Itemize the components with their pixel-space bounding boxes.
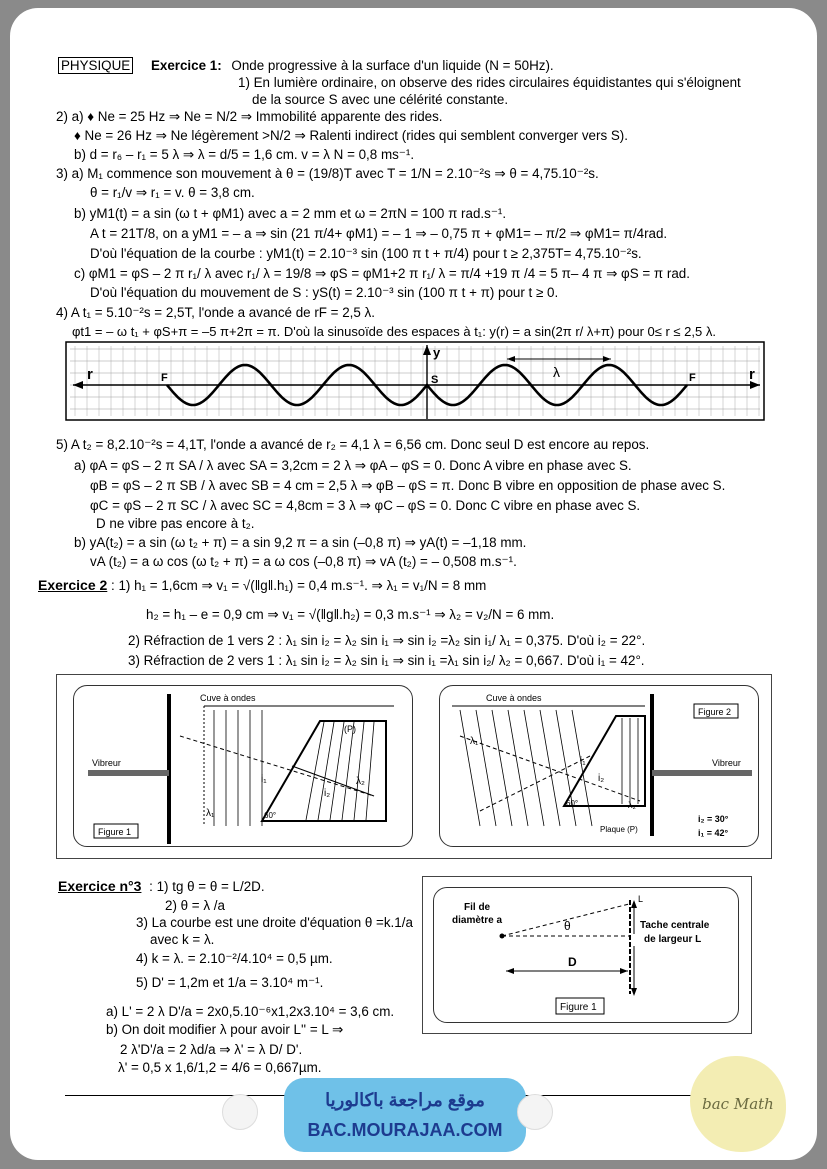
ex1-line: b) yM1(t) = a sin (ω t + φM1) avec a = 2 mm et ω = 2πN = 100 π rad.s⁻¹. xyxy=(74,206,507,221)
ex1-line: vA (t₂) = a ω cos (ω t₂ + π) = a ω cos (–0,8 π) ⇒ vA (t₂) = – 0,508 m.s⁻¹. xyxy=(90,554,517,569)
fig2-i2: i₂ xyxy=(598,773,605,784)
wave-F-right: F xyxy=(689,372,696,384)
ex1-line: θ = r₁/v ⇒ r₁ = v. θ = 3,8 cm. xyxy=(90,185,255,200)
fig1-i2: i₂ xyxy=(324,788,331,799)
ex1-line: a) φA = φS – 2 π SA / λ avec SA = 3,2cm = 2 λ ⇒ φA – φS = 0. Donc A vibre en phase avec S. xyxy=(74,458,632,473)
ex1-line: φB = φS – 2 π SB / λ avec SB = 4 cm = 2,5 λ ⇒ φB – φS = π. Donc B vibre en opposition de phase avec S. xyxy=(90,478,726,493)
ex1-line: 2) a) ♦ Ne = 25 Hz ⇒ Ne = N/2 ⇒ Immobilité apparente des rides. xyxy=(56,109,443,124)
fig2-i1-value: i₁ = 42° xyxy=(698,828,729,838)
ex1-line: D'où l'équation de la courbe : yM1(t) = 2.10⁻³ sin (100 π t + π/4) pour t ≥ 2,375T= 4,75.10⁻²s. xyxy=(90,246,642,261)
ex1-line: 5) A t₂ = 8,2.10⁻²s = 4,1T, l'onde a avancé de r₂ = 4,1 λ = 6,56 cm. Donc seul D est encore au repos. xyxy=(56,437,650,452)
wave-lambda: λ xyxy=(553,364,560,380)
ex1-line: ♦ Ne = 26 Hz ⇒ Ne légèrement >N/2 ⇒ Ralenti indirect (rides qui semblent converger vers S). xyxy=(74,128,628,143)
site-url[interactable]: BAC.MOURAJAA.COM xyxy=(307,1120,503,1140)
wave-S: S xyxy=(431,374,439,386)
fig3-fil: Fil de xyxy=(464,902,491,913)
fig2-plaque: Plaque (P) xyxy=(600,825,638,834)
fig3-tache1: Tache centrale xyxy=(640,920,710,931)
fig3-D: D xyxy=(568,955,577,969)
ex3-line: a) L' = 2 λ D'/a = 2x0,5.10⁻⁶x1,2x3.10⁴ = 3,6 cm. xyxy=(106,1004,395,1019)
exercise2-line1 xyxy=(38,577,486,594)
ex1-line: b) d = r₆ – r₁ = 5 λ ⇒ λ = d/5 = 1,6 cm. v = λ N = 0,8 ms⁻¹. xyxy=(74,147,415,162)
site-logo-right-icon xyxy=(517,1094,553,1130)
fig3-L: L xyxy=(638,894,644,904)
figure3-panel xyxy=(433,887,739,1023)
fig1-lambda1: λ₁ xyxy=(206,808,215,819)
fig2-angle: 60° xyxy=(566,799,579,808)
fig3-diametre: diamètre a xyxy=(452,915,503,926)
ex3-text: : 1) tg θ = θ = L/2D. xyxy=(149,879,265,894)
subject-label: PHYSIQUE xyxy=(58,57,133,74)
wave-r-left: r xyxy=(87,366,93,383)
ex1-line: 4) A t₁ = 5.10⁻²s = 2,5T, l'onde a avancé de rF = 2,5 λ. xyxy=(56,305,375,320)
bac-math-logo: bac Math xyxy=(690,1056,786,1152)
ex1-line: A t = 21T/8, on a yM1 = – a ⇒ sin (21 π/4+ φM1) = – 1 ⇒ – 0,75 π + φM1= – π/2 ⇒ φM1= π/4rad. xyxy=(90,226,668,241)
ex1-line: de la source S avec une célérité constante. xyxy=(252,92,509,107)
ex1-line: φC = φS – 2 π SC / λ avec SC = 4,8cm = 3 λ ⇒ φC – φS = 0. Donc C vibre en phase avec S. xyxy=(90,498,641,513)
fig2-i1: i₁ xyxy=(580,756,586,767)
ex3-line: 4) k = λ. = 2.10⁻²/4.10⁴ = 0,5 µm. xyxy=(136,951,333,966)
ex3-line: 2 λ'D'/a = 2 λd/a ⇒ λ' = λ D/ D'. xyxy=(120,1042,303,1057)
fig2-cuve: Cuve à ondes xyxy=(486,693,542,703)
fig2-lambda1: λ₁ xyxy=(470,736,479,747)
wave-figure xyxy=(65,341,765,421)
ex3-line: λ' = 0,5 x 1,6/1,2 = 4/6 = 0,667µm. xyxy=(118,1060,322,1075)
exercise3-line1 xyxy=(58,878,265,895)
fig1-lambda2: λ₂ xyxy=(356,776,365,787)
fig2-i2-value: i₂ = 30° xyxy=(698,814,729,824)
ex1-line: c) φM1 = φS – 2 π r₁/ λ avec r₁/ λ = 19/8 ⇒ φS = φM1+2 π r₁/ λ = π/4 +19 π /4 = 5 π– 4 π ⇒ φS = π rad. xyxy=(74,266,690,281)
document-page xyxy=(10,8,817,1160)
wave-F-left: F xyxy=(161,372,168,384)
fig3-theta: θ xyxy=(564,919,571,933)
ex1-line: 3) a) M₁ commence son mouvement à θ = (19/8)T avec T = 1/N = 2.10⁻²s ⇒ θ = 4,75.10⁻²s. xyxy=(56,166,599,181)
exercise1-title: Exercice 1: xyxy=(150,58,222,73)
fig1-cuve: Cuve à ondes xyxy=(200,693,256,703)
ex2-line: h₂ = h₁ – e = 0,9 cm ⇒ v₁ = √(‖g‖.h₂) = 0,3 m.s⁻¹ ⇒ λ₂ = v₂/N = 6 mm. xyxy=(146,607,555,622)
refraction-figures xyxy=(56,674,772,859)
ex3-line: b) On doit modifier λ pour avoir L'' = L ⇒ xyxy=(106,1022,344,1037)
ex1-line: D ne vibre pas encore à t₂. xyxy=(96,516,255,531)
wave-r-right: r xyxy=(749,366,755,383)
ex1-line: 1) En lumière ordinaire, on observe des rides circulaires équidistantes qui s'éloignent xyxy=(238,75,741,90)
site-badge[interactable] xyxy=(284,1078,526,1152)
fig1-label: Figure 1 xyxy=(98,827,132,837)
ex1-line: b) yA(t₂) = a sin (ω t₂ + π) = a sin 9,2 π = a sin (–0,8 π) ⇒ yA(t) = –1,18 mm. xyxy=(74,535,527,550)
ex3-line: 5) D' = 1,2m et 1/a = 3.10⁴ m⁻¹. xyxy=(136,975,324,990)
exercise1-header xyxy=(58,58,554,74)
fig1-P: (P) xyxy=(344,724,356,734)
ex3-line: avec k = λ. xyxy=(150,932,215,947)
fig2-lambda2: λ₂ xyxy=(628,800,636,810)
fig2-vibreur: Vibreur xyxy=(712,758,741,768)
ex2-text: : 1) h₁ = 1,6cm ⇒ v₁ = √(‖g‖.h₁) = 0,4 m.s⁻¹. ⇒ λ₁ = v₁/N = 8 mm xyxy=(111,578,487,593)
ex1-line: D'où l'équation du mouvement de S : yS(t) = 2.10⁻³ sin (100 π t + π) pour t ≥ 0. xyxy=(90,285,559,300)
fig2-label: Figure 2 xyxy=(698,707,732,717)
ex3-line: 3) La courbe est une droite d'équation θ =k.1/a xyxy=(136,915,413,930)
fig1-angle: 60° xyxy=(264,811,277,820)
ex1-line: φt1 = – ω t₁ + φS+π = –5 π+2π = π. D'où la sinusoïde des espaces à t₁: y(r) = a sin(2π r/ λ+π) pour 0≤ r ≤ 2,5 λ. xyxy=(72,324,716,339)
ex3-line: 2) θ = λ /a xyxy=(165,898,225,913)
exercise1-subtitle: Onde progressive à la surface d'un liquide (N = 50Hz). xyxy=(231,58,554,73)
exercise3-title: Exercice n°3 xyxy=(58,878,142,894)
exercise2-title: Exercice 2 xyxy=(38,577,108,593)
ex2-line: 2) Réfraction de 1 vers 2 : λ₁ sin i₂ = λ₂ sin i₁ ⇒ sin i₂ =λ₂ sin i₁/ λ₁ = 0,375. D'où i₂ = 22°. xyxy=(128,633,646,648)
ex2-line: 3) Réfraction de 2 vers 1 : λ₁ sin i₂ = λ₂ sin i₁ ⇒ sin i₁ =λ₁ sin i₂/ λ₂ = 0,667. D'où i₁ = 42°. xyxy=(128,653,645,668)
fig3-tache2: de largeur L xyxy=(644,934,702,945)
fig3-label: Figure 1 xyxy=(560,1002,597,1013)
diffraction-figure xyxy=(422,876,752,1034)
fig1-vibreur: Vibreur xyxy=(92,758,121,768)
site-logo-left-icon xyxy=(222,1094,258,1130)
wave-y: y xyxy=(433,345,441,360)
figure2-panel xyxy=(439,685,759,847)
site-name-arabic: موقع مراجعة باكالوريا xyxy=(325,1090,485,1110)
figure1-panel xyxy=(73,685,413,847)
fig1-i1: i₁ xyxy=(261,774,267,785)
